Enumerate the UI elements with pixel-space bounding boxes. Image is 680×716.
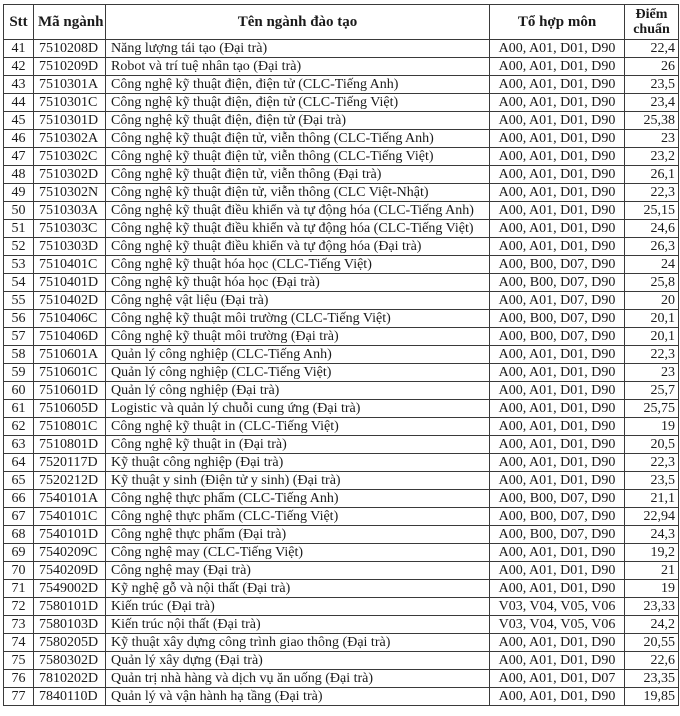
cell-code: 7510601D bbox=[34, 382, 106, 400]
cell-name: Công nghệ may (CLC-Tiếng Việt) bbox=[106, 544, 490, 562]
cell-stt: 54 bbox=[4, 274, 34, 292]
header-name: Tên ngành đào tạo bbox=[106, 5, 490, 40]
header-row bbox=[4, 5, 679, 40]
cell-score: 20,55 bbox=[625, 634, 679, 652]
cell-code: 7540209D bbox=[34, 562, 106, 580]
cell-code: 7540101D bbox=[34, 526, 106, 544]
cell-score: 21,1 bbox=[625, 490, 679, 508]
table-body bbox=[4, 40, 679, 706]
cell-stt: 60 bbox=[4, 382, 34, 400]
cell-stt: 63 bbox=[4, 436, 34, 454]
cell-name: Công nghệ kỹ thuật điện tử, viễn thông (CLC-Tiếng Anh) bbox=[106, 130, 490, 148]
cell-combo: A00, A01, D01, D90 bbox=[490, 76, 625, 94]
table-row bbox=[4, 346, 679, 364]
cell-stt: 50 bbox=[4, 202, 34, 220]
cell-name: Công nghệ kỹ thuật điện, điện tử (CLC-Tiếng Anh) bbox=[106, 76, 490, 94]
cell-combo: A00, A01, D01, D90 bbox=[490, 382, 625, 400]
cell-stt: 77 bbox=[4, 688, 34, 706]
cell-code: 7510402D bbox=[34, 292, 106, 310]
table-row bbox=[4, 688, 679, 706]
cell-combo: A00, A01, D01, D90 bbox=[490, 472, 625, 490]
cell-code: 7510401C bbox=[34, 256, 106, 274]
cell-combo: A00, A01, D01, D90 bbox=[490, 238, 625, 256]
cell-code: 7510302C bbox=[34, 148, 106, 166]
cell-code: 7510303D bbox=[34, 238, 106, 256]
table-row bbox=[4, 166, 679, 184]
cell-name: Năng lượng tái tạo (Đại trà) bbox=[106, 40, 490, 58]
cell-stt: 58 bbox=[4, 346, 34, 364]
cell-score: 24,6 bbox=[625, 220, 679, 238]
cell-name: Công nghệ kỹ thuật in (CLC-Tiếng Việt) bbox=[106, 418, 490, 436]
cell-combo: A00, A01, D01, D90 bbox=[490, 148, 625, 166]
cell-score: 22,3 bbox=[625, 454, 679, 472]
cell-name: Quản lý công nghiệp (CLC-Tiếng Anh) bbox=[106, 346, 490, 364]
table-row bbox=[4, 94, 679, 112]
cell-combo: A00, A01, D01, D90 bbox=[490, 418, 625, 436]
cell-stt: 70 bbox=[4, 562, 34, 580]
cell-stt: 76 bbox=[4, 670, 34, 688]
table-row bbox=[4, 238, 679, 256]
cell-combo: A00, A01, D01, D90 bbox=[490, 94, 625, 112]
table-row bbox=[4, 58, 679, 76]
cell-combo: A00, A01, D01, D90 bbox=[490, 40, 625, 58]
cell-score: 23,33 bbox=[625, 598, 679, 616]
cell-stt: 61 bbox=[4, 400, 34, 418]
cell-name: Quản lý xây dựng (Đại trà) bbox=[106, 652, 490, 670]
cell-stt: 65 bbox=[4, 472, 34, 490]
cell-stt: 47 bbox=[4, 148, 34, 166]
cell-name: Công nghệ kỹ thuật điều khiển và tự động hóa (Đại trà) bbox=[106, 238, 490, 256]
header-combo: Tổ hợp môn bbox=[490, 5, 625, 40]
cell-score: 19,2 bbox=[625, 544, 679, 562]
table-row bbox=[4, 364, 679, 382]
cell-stt: 55 bbox=[4, 292, 34, 310]
cell-combo: A00, A01, D01, D90 bbox=[490, 220, 625, 238]
cell-code: 7549002D bbox=[34, 580, 106, 598]
cell-score: 21 bbox=[625, 562, 679, 580]
cell-combo: A00, A01, D01, D90 bbox=[490, 400, 625, 418]
table-row bbox=[4, 130, 679, 148]
cell-score: 23 bbox=[625, 130, 679, 148]
cell-code: 7510209D bbox=[34, 58, 106, 76]
table-row bbox=[4, 274, 679, 292]
cell-name: Công nghệ thực phẩm (CLC-Tiếng Việt) bbox=[106, 508, 490, 526]
cell-stt: 68 bbox=[4, 526, 34, 544]
cell-combo: A00, A01, D01, D90 bbox=[490, 202, 625, 220]
cell-name: Công nghệ kỹ thuật môi trường (Đại trà) bbox=[106, 328, 490, 346]
cell-name: Công nghệ thực phẩm (CLC-Tiếng Anh) bbox=[106, 490, 490, 508]
cell-code: 7520212D bbox=[34, 472, 106, 490]
header-stt: Stt bbox=[4, 5, 34, 40]
cell-name: Công nghệ kỹ thuật hóa học (Đại trà) bbox=[106, 274, 490, 292]
cell-combo: A00, A01, D01, D90 bbox=[490, 112, 625, 130]
cell-combo: A00, B00, D07, D90 bbox=[490, 526, 625, 544]
cell-score: 23 bbox=[625, 364, 679, 382]
cell-stt: 59 bbox=[4, 364, 34, 382]
table-row bbox=[4, 40, 679, 58]
table-row bbox=[4, 436, 679, 454]
cell-stt: 46 bbox=[4, 130, 34, 148]
table-row bbox=[4, 184, 679, 202]
cell-code: 7510303C bbox=[34, 220, 106, 238]
cell-stt: 45 bbox=[4, 112, 34, 130]
table-row bbox=[4, 634, 679, 652]
cell-stt: 49 bbox=[4, 184, 34, 202]
cell-name: Kiến trúc nội thất (Đại trà) bbox=[106, 616, 490, 634]
cell-score: 22,94 bbox=[625, 508, 679, 526]
cell-score: 23,5 bbox=[625, 76, 679, 94]
cell-name: Công nghệ kỹ thuật điều khiển và tự động hóa (CLC-Tiếng Anh) bbox=[106, 202, 490, 220]
table-row bbox=[4, 598, 679, 616]
cell-score: 22,6 bbox=[625, 652, 679, 670]
cell-name: Công nghệ kỹ thuật môi trường (CLC-Tiếng Việt) bbox=[106, 310, 490, 328]
cell-code: 7580302D bbox=[34, 652, 106, 670]
admission-scores-table bbox=[3, 4, 679, 706]
cell-score: 22,3 bbox=[625, 184, 679, 202]
table-row bbox=[4, 256, 679, 274]
cell-combo: A00, A01, D01, D90 bbox=[490, 562, 625, 580]
cell-code: 7510601A bbox=[34, 346, 106, 364]
table-row bbox=[4, 544, 679, 562]
cell-code: 7580101D bbox=[34, 598, 106, 616]
cell-combo: A00, A01, D01, D90 bbox=[490, 688, 625, 706]
cell-stt: 71 bbox=[4, 580, 34, 598]
cell-stt: 74 bbox=[4, 634, 34, 652]
cell-score: 25,7 bbox=[625, 382, 679, 400]
cell-combo: A00, A01, D01, D90 bbox=[490, 544, 625, 562]
table-row bbox=[4, 148, 679, 166]
cell-stt: 67 bbox=[4, 508, 34, 526]
cell-score: 23,2 bbox=[625, 148, 679, 166]
cell-combo: A00, A01, D01, D90 bbox=[490, 580, 625, 598]
cell-combo: A00, A01, D01, D90 bbox=[490, 130, 625, 148]
cell-combo: A00, A01, D07, D90 bbox=[490, 292, 625, 310]
cell-score: 19,85 bbox=[625, 688, 679, 706]
cell-code: 7510302D bbox=[34, 166, 106, 184]
table-row bbox=[4, 562, 679, 580]
cell-name: Quản trị nhà hàng và dịch vụ ăn uống (Đại trà) bbox=[106, 670, 490, 688]
cell-name: Kỹ nghệ gỗ và nội thất (Đại trà) bbox=[106, 580, 490, 598]
table-row bbox=[4, 76, 679, 94]
cell-name: Công nghệ may (Đại trà) bbox=[106, 562, 490, 580]
cell-combo: A00, A01, D01, D90 bbox=[490, 346, 625, 364]
cell-code: 7510406C bbox=[34, 310, 106, 328]
cell-stt: 64 bbox=[4, 454, 34, 472]
cell-name: Kỹ thuật xây dựng công trình giao thông (Đại trà) bbox=[106, 634, 490, 652]
cell-score: 25,75 bbox=[625, 400, 679, 418]
cell-code: 7580205D bbox=[34, 634, 106, 652]
cell-name: Logistic và quản lý chuỗi cung ứng (Đại trà) bbox=[106, 400, 490, 418]
cell-code: 7510301C bbox=[34, 94, 106, 112]
table-row bbox=[4, 526, 679, 544]
cell-combo: A00, A01, D01, D90 bbox=[490, 454, 625, 472]
cell-score: 23,35 bbox=[625, 670, 679, 688]
cell-code: 7540101C bbox=[34, 508, 106, 526]
cell-code: 7510301D bbox=[34, 112, 106, 130]
cell-code: 7510301A bbox=[34, 76, 106, 94]
cell-name: Kiến trúc (Đại trà) bbox=[106, 598, 490, 616]
cell-name: Công nghệ kỹ thuật điện tử, viễn thông (CLC-Tiếng Việt) bbox=[106, 148, 490, 166]
cell-name: Quản lý công nghiệp (Đại trà) bbox=[106, 382, 490, 400]
cell-score: 25,8 bbox=[625, 274, 679, 292]
cell-code: 7510801C bbox=[34, 418, 106, 436]
table-row bbox=[4, 454, 679, 472]
cell-combo: A00, A01, D01, D90 bbox=[490, 58, 625, 76]
cell-score: 22,3 bbox=[625, 346, 679, 364]
cell-stt: 56 bbox=[4, 310, 34, 328]
cell-combo: A00, A01, D01, D90 bbox=[490, 634, 625, 652]
cell-stt: 41 bbox=[4, 40, 34, 58]
cell-name: Kỹ thuật công nghiệp (Đại trà) bbox=[106, 454, 490, 472]
cell-stt: 51 bbox=[4, 220, 34, 238]
cell-name: Công nghệ kỹ thuật điện, điện tử (CLC-Tiếng Việt) bbox=[106, 94, 490, 112]
cell-combo: A00, B00, D07, D90 bbox=[490, 310, 625, 328]
cell-name: Công nghệ vật liệu (Đại trà) bbox=[106, 292, 490, 310]
cell-combo: A00, B00, D07, D90 bbox=[490, 328, 625, 346]
cell-code: 7840110D bbox=[34, 688, 106, 706]
cell-stt: 48 bbox=[4, 166, 34, 184]
admission-scores-table-container bbox=[3, 4, 678, 706]
table-row bbox=[4, 418, 679, 436]
cell-combo: A00, A01, D01, D07 bbox=[490, 670, 625, 688]
cell-score: 23,5 bbox=[625, 472, 679, 490]
table-header bbox=[4, 5, 679, 40]
table-row bbox=[4, 508, 679, 526]
cell-score: 24 bbox=[625, 256, 679, 274]
cell-stt: 72 bbox=[4, 598, 34, 616]
cell-code: 7510302N bbox=[34, 184, 106, 202]
cell-score: 26,3 bbox=[625, 238, 679, 256]
cell-stt: 66 bbox=[4, 490, 34, 508]
cell-score: 22,4 bbox=[625, 40, 679, 58]
cell-name: Công nghệ thực phẩm (Đại trà) bbox=[106, 526, 490, 544]
cell-code: 7510401D bbox=[34, 274, 106, 292]
header-score: Điểm chuẩn bbox=[625, 5, 679, 40]
cell-stt: 73 bbox=[4, 616, 34, 634]
cell-name: Công nghệ kỹ thuật hóa học (CLC-Tiếng Việt) bbox=[106, 256, 490, 274]
cell-code: 7540209C bbox=[34, 544, 106, 562]
cell-name: Kỹ thuật y sinh (Điện tử y sinh) (Đại trà) bbox=[106, 472, 490, 490]
table-row bbox=[4, 310, 679, 328]
cell-name: Công nghệ kỹ thuật điện, điện tử (Đại trà) bbox=[106, 112, 490, 130]
table-row bbox=[4, 220, 679, 238]
table-row bbox=[4, 202, 679, 220]
table-row bbox=[4, 616, 679, 634]
table-row bbox=[4, 292, 679, 310]
cell-score: 19 bbox=[625, 418, 679, 436]
cell-score: 26 bbox=[625, 58, 679, 76]
cell-code: 7810202D bbox=[34, 670, 106, 688]
cell-score: 20,5 bbox=[625, 436, 679, 454]
cell-score: 25,38 bbox=[625, 112, 679, 130]
table-row bbox=[4, 652, 679, 670]
cell-stt: 62 bbox=[4, 418, 34, 436]
cell-combo: A00, B00, D07, D90 bbox=[490, 508, 625, 526]
cell-stt: 75 bbox=[4, 652, 34, 670]
cell-code: 7510208D bbox=[34, 40, 106, 58]
cell-name: Công nghệ kỹ thuật điện tử, viễn thông (Đại trà) bbox=[106, 166, 490, 184]
cell-stt: 69 bbox=[4, 544, 34, 562]
cell-name: Robot và trí tuệ nhân tạo (Đại trà) bbox=[106, 58, 490, 76]
cell-name: Công nghệ kỹ thuật in (Đại trà) bbox=[106, 436, 490, 454]
cell-code: 7510605D bbox=[34, 400, 106, 418]
table-row bbox=[4, 382, 679, 400]
cell-score: 23,4 bbox=[625, 94, 679, 112]
cell-name: Quản lý và vận hành hạ tầng (Đại trà) bbox=[106, 688, 490, 706]
cell-name: Công nghệ kỹ thuật điện tử, viễn thông (CLC Việt-Nhật) bbox=[106, 184, 490, 202]
cell-name: Quản lý công nghiệp (CLC-Tiếng Việt) bbox=[106, 364, 490, 382]
cell-score: 24,3 bbox=[625, 526, 679, 544]
cell-combo: A00, A01, D01, D90 bbox=[490, 652, 625, 670]
cell-combo: V03, V04, V05, V06 bbox=[490, 616, 625, 634]
table-row bbox=[4, 328, 679, 346]
table-row bbox=[4, 400, 679, 418]
table-row bbox=[4, 670, 679, 688]
cell-stt: 43 bbox=[4, 76, 34, 94]
cell-code: 7510302A bbox=[34, 130, 106, 148]
cell-combo: V03, V04, V05, V06 bbox=[490, 598, 625, 616]
cell-stt: 42 bbox=[4, 58, 34, 76]
cell-code: 7510801D bbox=[34, 436, 106, 454]
table-row bbox=[4, 472, 679, 490]
cell-stt: 57 bbox=[4, 328, 34, 346]
cell-stt: 53 bbox=[4, 256, 34, 274]
cell-code: 7510406D bbox=[34, 328, 106, 346]
cell-stt: 44 bbox=[4, 94, 34, 112]
cell-code: 7520117D bbox=[34, 454, 106, 472]
cell-score: 25,15 bbox=[625, 202, 679, 220]
table-row bbox=[4, 112, 679, 130]
table-row bbox=[4, 490, 679, 508]
cell-score: 24,2 bbox=[625, 616, 679, 634]
cell-combo: A00, A01, D01, D90 bbox=[490, 364, 625, 382]
cell-score: 20 bbox=[625, 292, 679, 310]
cell-code: 7510601C bbox=[34, 364, 106, 382]
cell-name: Công nghệ kỹ thuật điều khiển và tự động hóa (CLC-Tiếng Việt) bbox=[106, 220, 490, 238]
cell-code: 7540101A bbox=[34, 490, 106, 508]
cell-score: 20,1 bbox=[625, 310, 679, 328]
cell-combo: A00, A01, D01, D90 bbox=[490, 166, 625, 184]
cell-combo: A00, B00, D07, D90 bbox=[490, 490, 625, 508]
cell-score: 20,1 bbox=[625, 328, 679, 346]
cell-score: 19 bbox=[625, 580, 679, 598]
cell-combo: A00, A01, D01, D90 bbox=[490, 436, 625, 454]
table-row bbox=[4, 580, 679, 598]
cell-code: 7510303A bbox=[34, 202, 106, 220]
cell-code: 7580103D bbox=[34, 616, 106, 634]
cell-combo: A00, A01, D01, D90 bbox=[490, 184, 625, 202]
header-code: Mã ngành bbox=[34, 5, 106, 40]
cell-stt: 52 bbox=[4, 238, 34, 256]
cell-combo: A00, B00, D07, D90 bbox=[490, 274, 625, 292]
cell-score: 26,1 bbox=[625, 166, 679, 184]
cell-combo: A00, B00, D07, D90 bbox=[490, 256, 625, 274]
